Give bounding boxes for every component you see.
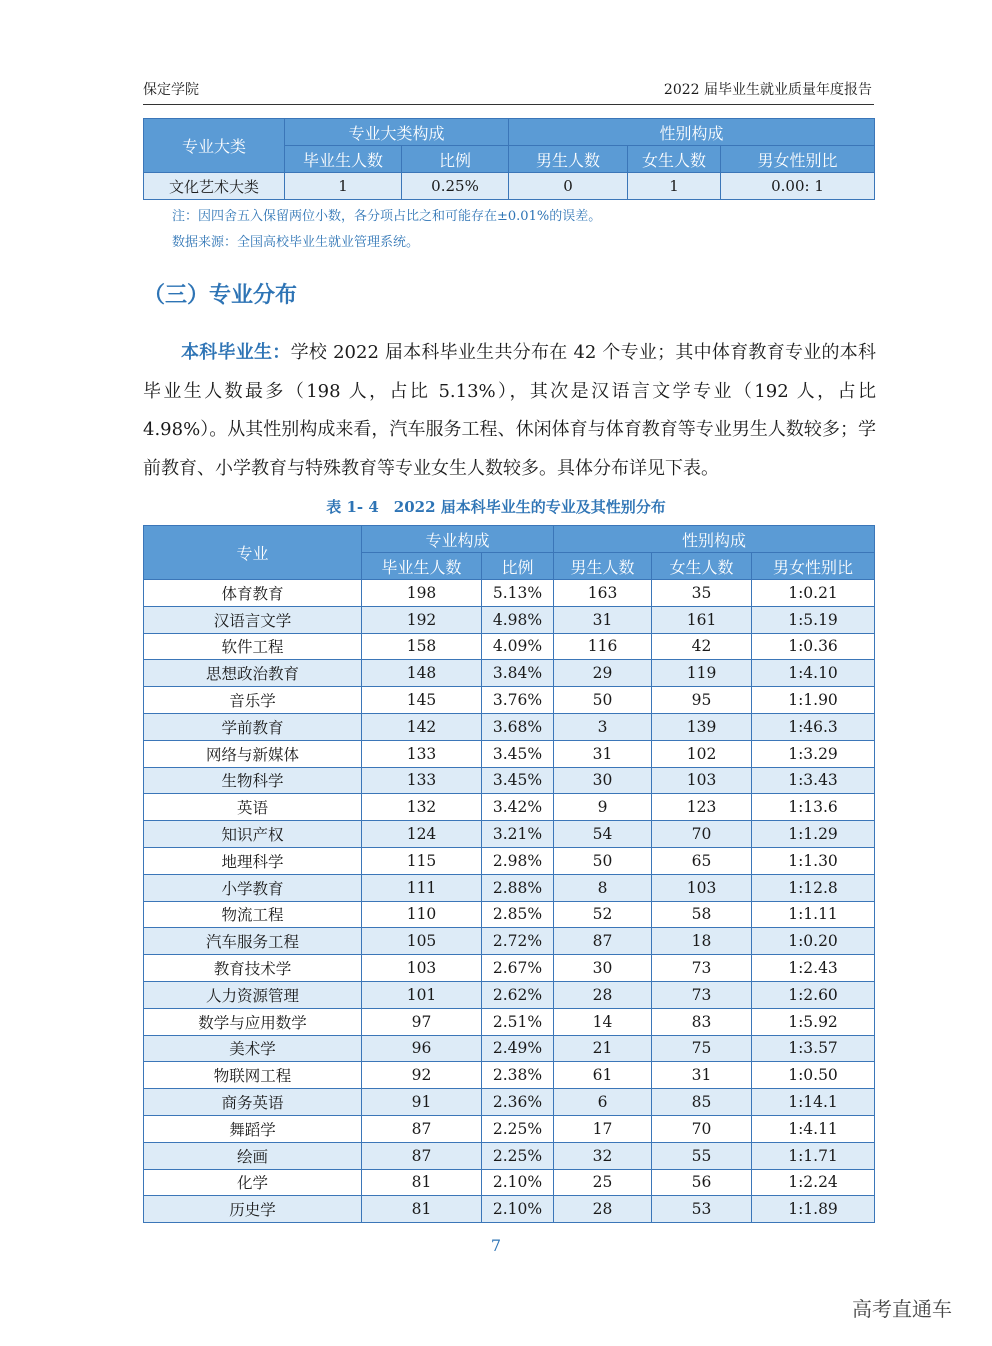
data-source-note: 数据来源：全国高校毕业生就业管理系统。	[172, 235, 420, 250]
table-cell: 28	[554, 981, 652, 1008]
table-row	[144, 740, 875, 767]
table-cell: 73	[652, 981, 752, 1008]
table-cell: 192	[362, 606, 482, 633]
table-cell: 2.98%	[482, 847, 554, 874]
major-name-cell: 英语	[144, 794, 362, 821]
table-cell: 1:46.3	[752, 713, 875, 740]
table-cell: 1:2.24	[752, 1169, 875, 1196]
table-cell: 1:5.92	[752, 1008, 875, 1035]
table-cell: 2.72%	[482, 928, 554, 955]
table-cell: 198	[362, 580, 482, 607]
table-cell: 50	[554, 687, 652, 714]
table-row	[144, 633, 875, 660]
major-name-cell: 汽车服务工程	[144, 928, 362, 955]
table-cell: 133	[362, 767, 482, 794]
table-cell: 31	[554, 606, 652, 633]
table-body	[144, 580, 875, 1223]
table-cell: 2.36%	[482, 1089, 554, 1116]
page-header	[143, 78, 872, 100]
table-cell: 87	[362, 1115, 482, 1142]
table-cell: 115	[362, 847, 482, 874]
table-cell: 1:4.10	[752, 660, 875, 687]
table-cell: 55	[652, 1142, 752, 1169]
table-row	[144, 874, 875, 901]
table-row	[144, 687, 875, 714]
table-cell: 103	[652, 874, 752, 901]
header-category-composition: 专业大类构成	[285, 119, 509, 146]
table-cell: 35	[652, 580, 752, 607]
table-cell: 文化艺术大类	[144, 173, 285, 200]
table-cell: 139	[652, 713, 752, 740]
major-name-cell: 数学与应用数学	[144, 1008, 362, 1035]
table-cell: 1:1.30	[752, 847, 875, 874]
table-cell: 4.09%	[482, 633, 554, 660]
table-cell: 103	[362, 955, 482, 982]
table-cell: 2.67%	[482, 955, 554, 982]
table-row	[144, 1089, 875, 1116]
table-cell: 111	[362, 874, 482, 901]
table-cell: 1:3.43	[752, 767, 875, 794]
table-cell: 92	[362, 1062, 482, 1089]
table-cell: 3.42%	[482, 794, 554, 821]
table-cell: 119	[652, 660, 752, 687]
table-cell: 1	[628, 173, 721, 200]
major-name-cell: 音乐学	[144, 687, 362, 714]
table-row	[144, 173, 875, 200]
major-name-cell: 美术学	[144, 1035, 362, 1062]
table-cell: 103	[652, 767, 752, 794]
table-cell: 6	[554, 1089, 652, 1116]
table-cell: 1:0.50	[752, 1062, 875, 1089]
header-female: 女生人数	[628, 146, 721, 173]
table-cell: 87	[554, 928, 652, 955]
table-row	[144, 660, 875, 687]
header-school-name: 保定学院	[143, 82, 199, 98]
table-cell: 31	[652, 1062, 752, 1089]
body-paragraph	[143, 334, 876, 488]
table-cell: 142	[362, 713, 482, 740]
table-cell: 91	[362, 1089, 482, 1116]
table-cell: 1:3.29	[752, 740, 875, 767]
header-male: 男生人数	[509, 146, 628, 173]
table-cell: 53	[652, 1196, 752, 1223]
table-cell: 1:3.57	[752, 1035, 875, 1062]
table-cell: 95	[652, 687, 752, 714]
table-row	[144, 1035, 875, 1062]
table-cell: 61	[554, 1062, 652, 1089]
major-name-cell: 思想政治教育	[144, 660, 362, 687]
paragraph-lead: 本科毕业生：	[181, 342, 291, 363]
table-cell: 58	[652, 901, 752, 928]
header-female: 女生人数	[652, 553, 752, 580]
table-cell: 101	[362, 981, 482, 1008]
header-sex-ratio: 男女性别比	[752, 553, 875, 580]
table-cell: 85	[652, 1089, 752, 1116]
major-name-cell: 商务英语	[144, 1089, 362, 1116]
table-cell: 83	[652, 1008, 752, 1035]
paragraph-body: 学校 2022 届本科毕业生共分布在 42 个专业；其中体育教育专业的本科毕业生人数最多（198 人，占比 5.13%），其次是汉语言文学专业（192 人，占比 4.98%）。从其性别构成来看，汽车服务工程、休闲体育与体育教育等专业男生人数较多；学前教育、小学教育与特殊教育等专业女生人数较多。具体分布详见下表。	[143, 342, 877, 479]
table-row	[144, 713, 875, 740]
table-row	[144, 767, 875, 794]
major-name-cell: 生物科学	[144, 767, 362, 794]
page-number: 7	[490, 1236, 502, 1255]
table-cell: 1:13.6	[752, 794, 875, 821]
table-cell: 73	[652, 955, 752, 982]
table-cell: 3.76%	[482, 687, 554, 714]
table-row	[144, 821, 875, 848]
table-cell: 3	[554, 713, 652, 740]
table-cell: 29	[554, 660, 652, 687]
header-sex-ratio: 男女性别比	[721, 146, 875, 173]
table-cell: 1:1.29	[752, 821, 875, 848]
table-cell: 1:12.8	[752, 874, 875, 901]
table-cell: 1:4.11	[752, 1115, 875, 1142]
major-distribution-table	[143, 525, 875, 1223]
table-cell: 116	[554, 633, 652, 660]
table-row	[144, 606, 875, 633]
table-cell: 3.21%	[482, 821, 554, 848]
table-cell: 2.49%	[482, 1035, 554, 1062]
table-row	[144, 794, 875, 821]
header-category: 专业大类	[144, 119, 285, 173]
table-cell: 1:5.19	[752, 606, 875, 633]
table-cell: 132	[362, 794, 482, 821]
table-cell: 2.62%	[482, 981, 554, 1008]
table-cell: 52	[554, 901, 652, 928]
table-cell: 0	[509, 173, 628, 200]
table-cell: 30	[554, 767, 652, 794]
table-cell: 3.45%	[482, 740, 554, 767]
table-cell: 105	[362, 928, 482, 955]
table-cell: 25	[554, 1169, 652, 1196]
major-name-cell: 物流工程	[144, 901, 362, 928]
table-cell: 2.51%	[482, 1008, 554, 1035]
table-cell: 1:0.21	[752, 580, 875, 607]
table-cell: 148	[362, 660, 482, 687]
table-cell: 0.00: 1	[721, 173, 875, 200]
table-row	[144, 580, 875, 607]
table-row	[144, 981, 875, 1008]
table-cell: 133	[362, 740, 482, 767]
table-cell: 14	[554, 1008, 652, 1035]
major-name-cell: 体育教育	[144, 580, 362, 607]
table-cell: 124	[362, 821, 482, 848]
table-cell: 81	[362, 1196, 482, 1223]
table-cell: 54	[554, 821, 652, 848]
header-graduates: 毕业生人数	[362, 553, 482, 580]
table-cell: 102	[652, 740, 752, 767]
table-cell: 1:14.1	[752, 1089, 875, 1116]
table-row	[144, 1169, 875, 1196]
table-cell: 2.25%	[482, 1115, 554, 1142]
major-name-cell: 教育技术学	[144, 955, 362, 982]
table-cell: 5.13%	[482, 580, 554, 607]
table-cell: 123	[652, 794, 752, 821]
table-cell: 81	[362, 1169, 482, 1196]
table-cell: 163	[554, 580, 652, 607]
table-cell: 96	[362, 1035, 482, 1062]
table-cell: 21	[554, 1035, 652, 1062]
major-name-cell: 学前教育	[144, 713, 362, 740]
table-cell: 1:2.60	[752, 981, 875, 1008]
table-cell: 2.10%	[482, 1196, 554, 1223]
header-gender-composition: 性别构成	[509, 119, 875, 146]
table-cell: 1:0.20	[752, 928, 875, 955]
table-cell: 158	[362, 633, 482, 660]
table-cell: 32	[554, 1142, 652, 1169]
table-cell: 30	[554, 955, 652, 982]
table-row	[144, 1008, 875, 1035]
table-cell: 161	[652, 606, 752, 633]
table-row	[144, 1196, 875, 1223]
header-ratio: 比例	[402, 146, 509, 173]
table-cell: 4.98%	[482, 606, 554, 633]
table-cell: 1:1.71	[752, 1142, 875, 1169]
table-cell: 145	[362, 687, 482, 714]
header-major-composition: 专业构成	[362, 526, 554, 553]
table-cell: 3.84%	[482, 660, 554, 687]
major-name-cell: 舞蹈学	[144, 1115, 362, 1142]
table-row	[144, 928, 875, 955]
table-cell: 18	[652, 928, 752, 955]
major-name-cell: 历史学	[144, 1196, 362, 1223]
watermark: 高考直通车	[852, 1297, 952, 1321]
section-heading: （三）专业分布	[143, 283, 298, 308]
major-name-cell: 软件工程	[144, 633, 362, 660]
major-name-cell: 知识产权	[144, 821, 362, 848]
major-name-cell: 人力资源管理	[144, 981, 362, 1008]
table-cell: 3.68%	[482, 713, 554, 740]
table-cell: 1	[285, 173, 402, 200]
table-cell: 9	[554, 794, 652, 821]
table-cell: 31	[554, 740, 652, 767]
major-name-cell: 绘画	[144, 1142, 362, 1169]
table-row	[144, 847, 875, 874]
table-cell: 56	[652, 1169, 752, 1196]
table-row	[144, 1142, 875, 1169]
table-row	[144, 955, 875, 982]
header-major: 专业	[144, 526, 362, 580]
table-cell: 2.38%	[482, 1062, 554, 1089]
table-cell: 2.88%	[482, 874, 554, 901]
table-cell: 1:1.11	[752, 901, 875, 928]
table-cell: 2.10%	[482, 1169, 554, 1196]
header-ratio: 比例	[482, 553, 554, 580]
header-report-title: 2022 届毕业生就业质量年度报告	[663, 82, 872, 98]
table-cell: 3.45%	[482, 767, 554, 794]
major-name-cell: 汉语言文学	[144, 606, 362, 633]
table-cell: 2.85%	[482, 901, 554, 928]
table-cell: 1:1.89	[752, 1196, 875, 1223]
table-cell: 97	[362, 1008, 482, 1035]
table-cell: 65	[652, 847, 752, 874]
major-name-cell: 地理科学	[144, 847, 362, 874]
table-caption: 表 1- 4 2022 届本科毕业生的专业及其性别分布	[326, 498, 666, 516]
table-cell: 42	[652, 633, 752, 660]
table-cell: 50	[554, 847, 652, 874]
table-row	[144, 1062, 875, 1089]
header-gender-composition: 性别构成	[554, 526, 875, 553]
table-cell: 28	[554, 1196, 652, 1223]
table-cell: 2.25%	[482, 1142, 554, 1169]
rounding-note: 注：因四舍五入保留两位小数，各分项占比之和可能存在±0.01%的误差。	[172, 209, 602, 224]
table-row	[144, 901, 875, 928]
table-cell: 0.25%	[402, 173, 509, 200]
category-table	[143, 118, 875, 200]
table-cell: 8	[554, 874, 652, 901]
table-cell: 1:2.43	[752, 955, 875, 982]
table-cell: 110	[362, 901, 482, 928]
table-row	[144, 1115, 875, 1142]
major-name-cell: 小学教育	[144, 874, 362, 901]
table-cell: 70	[652, 1115, 752, 1142]
table-cell: 1:1.90	[752, 687, 875, 714]
header-divider	[143, 104, 874, 105]
major-name-cell: 化学	[144, 1169, 362, 1196]
table-cell: 70	[652, 821, 752, 848]
table-cell: 17	[554, 1115, 652, 1142]
table-cell: 1:0.36	[752, 633, 875, 660]
header-male: 男生人数	[554, 553, 652, 580]
table-cell: 75	[652, 1035, 752, 1062]
table-cell: 87	[362, 1142, 482, 1169]
major-name-cell: 物联网工程	[144, 1062, 362, 1089]
header-graduates: 毕业生人数	[285, 146, 402, 173]
major-name-cell: 网络与新媒体	[144, 740, 362, 767]
